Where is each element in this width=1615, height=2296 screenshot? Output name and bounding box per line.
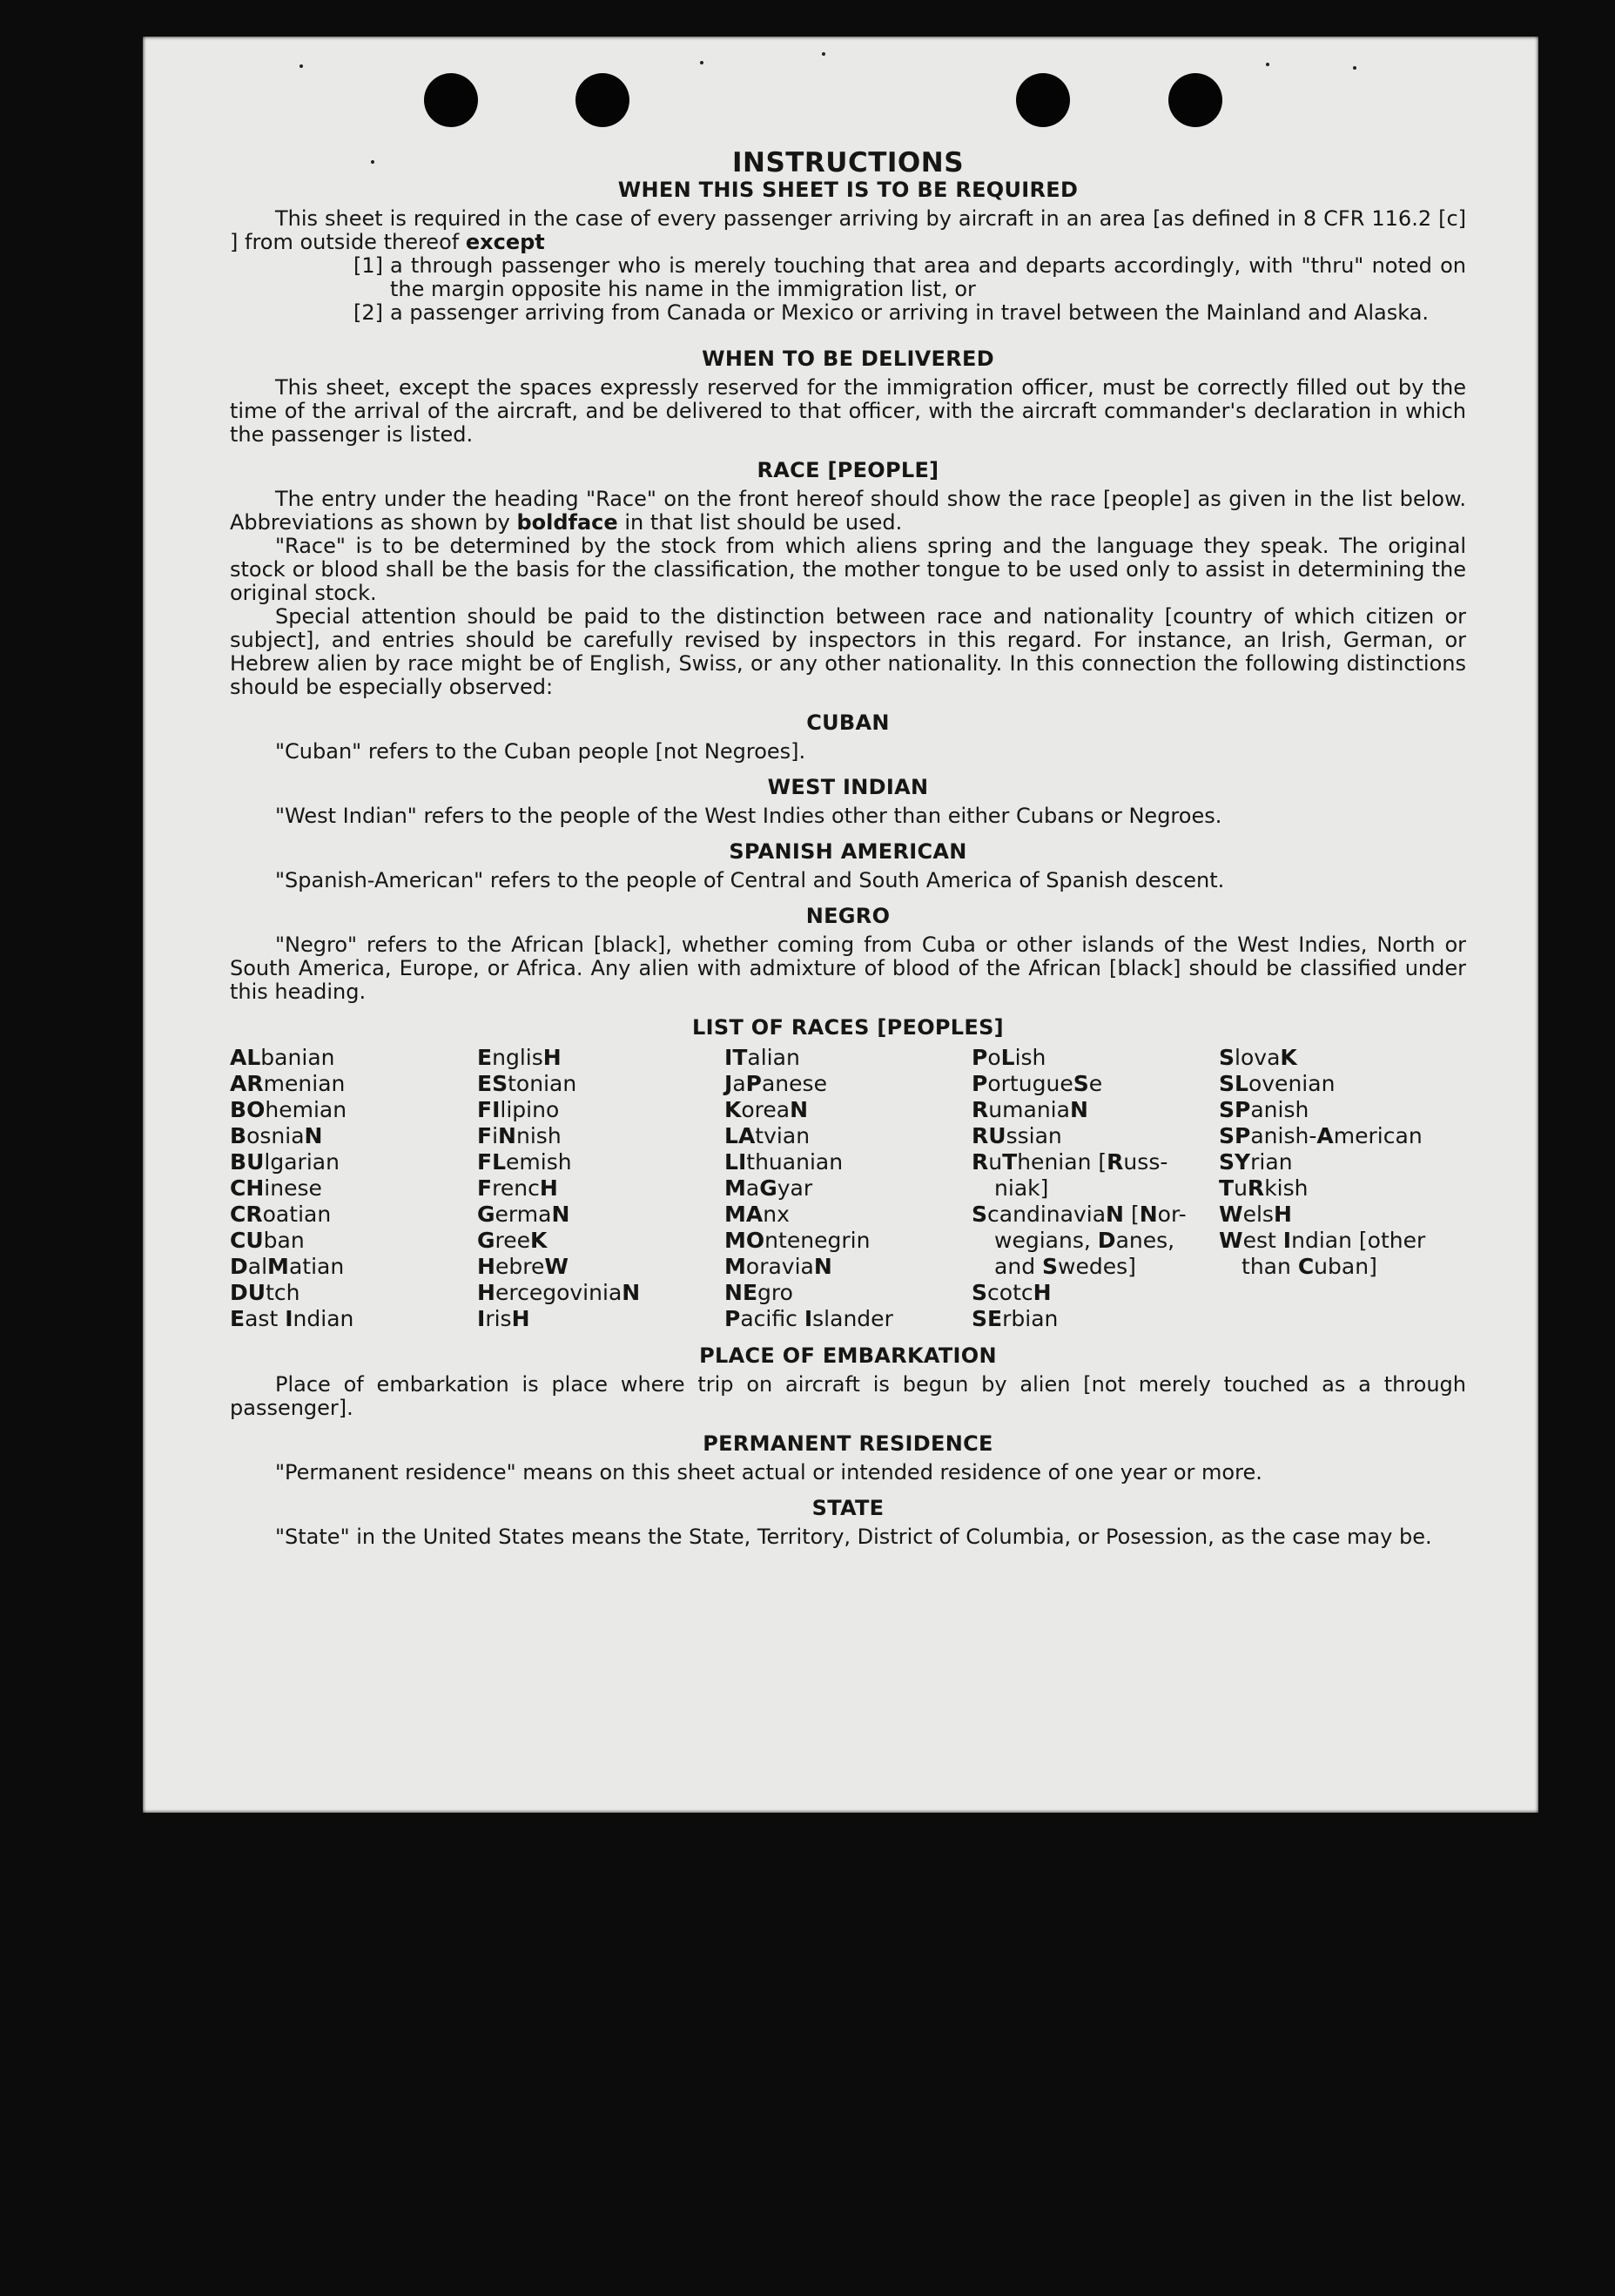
delivered-text: This sheet, except the spaces expressly reserved for the immigration officer, must be correctly filled out by the time of the arrival of the aircraft, and be delivered to that officer, with the aircraft commander's declaration in which the passenger is listed. — [230, 375, 1466, 447]
race-item: KoreaN — [724, 1097, 809, 1122]
boldface-word: boldface — [516, 510, 618, 535]
heading-negro: NEGRO — [805, 904, 891, 928]
race-item: ARmenian — [230, 1071, 346, 1096]
race-item: FrencH — [477, 1175, 558, 1201]
race-item: East Indian — [230, 1306, 354, 1331]
race-item: Pacifc Islander — [724, 1306, 893, 1331]
punch-hole — [1168, 73, 1222, 127]
races-column-2 — [477, 1045, 724, 1332]
race-item: ALbanian — [230, 1045, 335, 1070]
state-text: "State" in the United States means the State, Territory, District of Columbia, or Posession, as the case may be. — [275, 1525, 1432, 1549]
cuban-text: "Cuban" refers to the Cuban people [not Negroes]. — [275, 739, 806, 764]
race-item: West Indian [other — [1219, 1228, 1426, 1253]
race-item: RUssian — [972, 1123, 1062, 1148]
spanish-american-text: "Spanish-American" refers to the people of Central and South America of Spanish descent. — [275, 868, 1225, 892]
race-item: SlovaK — [1219, 1045, 1297, 1070]
race-item: SLovenian — [1219, 1071, 1336, 1096]
race-item: WelsH — [1219, 1202, 1292, 1227]
west-indian-text: "West Indian" refers to the people of the West Indies other than either Cubans or Negroes. — [275, 804, 1222, 828]
required-item-1: [1] a through passenger who is merely touching that area and departs accordingly, with "thru" noted on the margin opposite his name in the immigration list, or — [353, 253, 1466, 301]
race-item: IrisH — [477, 1306, 530, 1331]
race-item: ITalian — [724, 1045, 800, 1070]
race-item: CUban — [230, 1228, 305, 1253]
embarkation-text: Place of embarkation is place where trip on aircraft is begun by alien [not merely touched as a through passenger]. — [230, 1372, 1466, 1420]
heading-list-of-races: LIST OF RACES [PEOPLES] — [692, 1015, 1004, 1040]
heading-west-indian: WEST INDIAN — [767, 775, 929, 799]
race-item-continued: than Cuban] — [1242, 1254, 1377, 1279]
dust-speck — [822, 52, 825, 56]
race-item: PoLish — [972, 1045, 1046, 1070]
race-paragraph-2: "Race" is to be determined by the stock from which aliens spring and the language they speak. The original stock or blood shall be the basis for the classification, the mother tongue to be used only to assist in determining the original stock. — [230, 534, 1466, 605]
heading-state: STATE — [811, 1496, 885, 1520]
race-item: FIlipino — [477, 1097, 560, 1122]
race-paragraph-3: Special attention should be paid to the distinction between race and nationality [country of which citizen or subject], and entries should be carefully revised by inspectors in this regard. For instance, an Irish, German, or Hebrew alien by race might be of English, Swiss, or any other nationality. In this connection the following distinctions should be especially observed: — [230, 604, 1466, 699]
heading-residence: PERMANENT RESIDENCE — [703, 1431, 993, 1456]
races-column-1 — [230, 1045, 477, 1332]
race-item: LAtvian — [724, 1123, 811, 1148]
instructions-body — [230, 147, 1466, 1549]
race-item: HercegoviniaN — [477, 1280, 641, 1305]
race-item: LIthuanian — [724, 1149, 844, 1175]
races-list — [230, 1045, 1466, 1332]
race-item: CRoatian — [230, 1202, 332, 1227]
dust-speck — [700, 61, 703, 64]
race-item: BUlgarian — [230, 1149, 340, 1175]
race-item: ScandinaviaN [Nor- — [972, 1202, 1187, 1227]
instruction-sheet — [143, 37, 1538, 1813]
punch-hole — [575, 73, 629, 127]
races-column-5 — [1219, 1045, 1466, 1332]
race-item: SPanish-American — [1219, 1123, 1423, 1148]
race-item: MaGyar — [724, 1175, 813, 1201]
race-item: FLemish — [477, 1149, 572, 1175]
heading-cuban: CUBAN — [806, 710, 890, 735]
races-column-4 — [972, 1045, 1219, 1332]
race-item-continued: niak] — [994, 1175, 1049, 1201]
race-item: MAnx — [724, 1202, 790, 1227]
race-item: BOhemian — [230, 1097, 347, 1122]
race-item: SYrian — [1219, 1149, 1293, 1175]
dust-speck — [299, 64, 303, 68]
page-title: INSTRUCTIONS — [731, 147, 965, 178]
heading-required: WHEN THIS SHEET IS TO BE REQUIRED — [617, 178, 1079, 202]
required-item-2: [2] a passenger arriving from Canada or Mexico or arriving in travel between the Mainland and Alaska. — [353, 300, 1430, 325]
race-item: DUtch — [230, 1280, 300, 1305]
race-item: CHinese — [230, 1175, 322, 1201]
dust-speck — [1353, 66, 1356, 70]
heading-embarkation: PLACE OF EMBARKATION — [699, 1343, 997, 1368]
punch-hole — [1016, 73, 1070, 127]
races-column-3 — [724, 1045, 972, 1332]
race-item: JaPanese — [724, 1071, 827, 1096]
race-item: GermaN — [477, 1202, 570, 1227]
heading-race: RACE [PEOPLE] — [757, 458, 939, 482]
heading-delivered: WHEN TO BE DELIVERED — [702, 347, 994, 371]
except-word: except — [465, 230, 545, 254]
race-item: RuThenian [Russ- — [972, 1149, 1168, 1175]
race-item: MoraviaN — [724, 1254, 832, 1279]
race-item: NEgro — [724, 1280, 793, 1305]
race-item: SPanish — [1219, 1097, 1309, 1122]
race-item: ScotcH — [972, 1280, 1052, 1305]
race-item: EnglisH — [477, 1045, 562, 1070]
race-item: TuRkish — [1219, 1175, 1309, 1201]
race-item-continued: wegians, Danes, — [994, 1228, 1175, 1253]
race-item: DalMatian — [230, 1254, 345, 1279]
punch-hole — [424, 73, 478, 127]
negro-text: "Negro" refers to the African [black], whether coming from Cuba or other islands of the West Indies, North or South America, Europe, or Africa. Any alien with admixture of blood of the African [black] should be classified under this heading. — [230, 933, 1466, 1004]
race-item: HebreW — [477, 1254, 569, 1279]
race-item: BosniaN — [230, 1123, 323, 1148]
race-item: MOntenegrin — [724, 1228, 871, 1253]
race-item: GreeK — [477, 1228, 548, 1253]
heading-spanish-american: SPANISH AMERICAN — [729, 839, 967, 864]
race-item: RumaniaN — [972, 1097, 1088, 1122]
race-item: EStonian — [477, 1071, 577, 1096]
race-paragraph-1: The entry under the heading "Race" on the front hereof should show the race [people] as given in the list below. Abbreviations as shown by boldface in that list should be used. — [230, 487, 1466, 535]
race-item: PortugueSe — [972, 1071, 1103, 1096]
residence-text: "Permanent residence" means on this sheet actual or intended residence of one year or more. — [275, 1460, 1262, 1485]
race-item: FiNnish — [477, 1123, 562, 1148]
required-intro: This sheet is required in the case of every passenger arriving by aircraft in an area [as defined in 8 CFR 116.2 [c] ] from outside thereof except — [230, 206, 1466, 254]
race-item-continued: and Swedes] — [994, 1254, 1136, 1279]
race-item: SErbian — [972, 1306, 1059, 1331]
dust-speck — [1266, 63, 1269, 66]
